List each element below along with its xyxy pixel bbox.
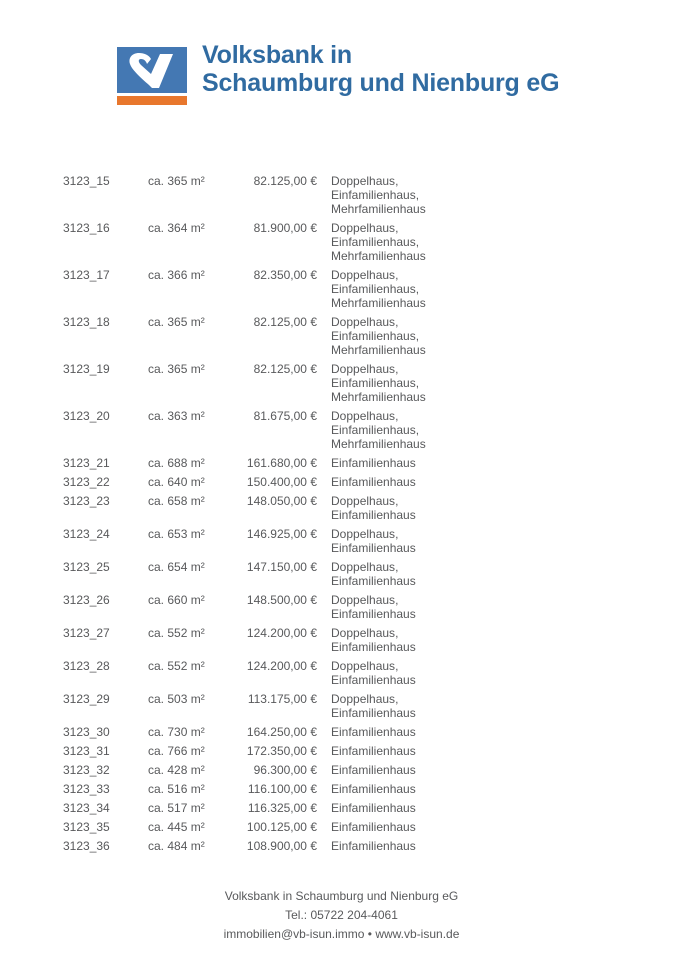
plot-area: ca. 445 m² (148, 820, 205, 834)
plot-area: ca. 688 m² (148, 456, 205, 470)
plot-price: 81.675,00 € (253, 409, 317, 423)
plot-house-types (331, 659, 623, 687)
plot-id: 3123_35 (63, 820, 110, 834)
table-row (63, 782, 623, 796)
plot-price: 82.350,00 € (253, 268, 317, 282)
table-row (63, 744, 623, 758)
plot-price: 124.200,00 € (246, 659, 317, 673)
plot-price: 172.350,00 € (246, 744, 317, 758)
plot-house-types (331, 527, 623, 555)
table-row (63, 626, 623, 654)
plot-price: 147.150,00 € (246, 560, 317, 574)
plot-id: 3123_20 (63, 409, 110, 423)
plot-id: 3123_16 (63, 221, 110, 235)
plot-id: 3123_36 (63, 839, 110, 853)
plot-area: ca. 766 m² (148, 744, 205, 758)
plot-house-types (331, 839, 623, 853)
plot-area: ca. 653 m² (148, 527, 205, 541)
table-row (63, 221, 623, 263)
plot-house-types (331, 820, 623, 834)
plot-house-types (331, 475, 623, 489)
house-type: Einfamilienhaus (331, 475, 416, 489)
plot-price: 96.300,00 € (253, 763, 317, 777)
footer-company: Volksbank in Schaumburg und Nienburg eG (224, 889, 459, 903)
plot-id: 3123_18 (63, 315, 110, 329)
table-row (63, 763, 623, 777)
table-row (63, 475, 623, 489)
plot-house-types (331, 456, 623, 470)
plot-house-types (331, 626, 623, 654)
plot-price: 81.900,00 € (253, 221, 317, 235)
plot-price: 150.400,00 € (246, 475, 317, 489)
plot-house-types (331, 221, 623, 263)
house-type: Mehrfamilienhaus (331, 249, 426, 263)
plot-area: ca. 658 m² (148, 494, 205, 508)
brand-title-line1: Volksbank in (202, 41, 352, 69)
table-row (63, 839, 623, 853)
plot-price: 124.200,00 € (246, 626, 317, 640)
house-type: Einfamilienhaus (331, 640, 416, 654)
house-type: Einfamilienhaus , (331, 376, 623, 390)
table-row (63, 527, 623, 555)
house-type: Doppelhaus , (331, 174, 623, 188)
plot-id: 3123_29 (63, 692, 110, 706)
table-row (63, 362, 623, 404)
plot-price: 148.500,00 € (246, 593, 317, 607)
plot-house-types (331, 782, 623, 796)
table-row (63, 659, 623, 687)
plot-id: 3123_33 (63, 782, 110, 796)
plot-price: 82.125,00 € (253, 362, 317, 376)
plot-price: 116.325,00 € (247, 801, 317, 815)
plot-id: 3123_26 (63, 593, 110, 607)
table-row (63, 820, 623, 834)
table-row (63, 315, 623, 357)
plot-area: ca. 365 m² (148, 315, 205, 329)
house-type: Einfamilienhaus , (331, 423, 623, 437)
plot-id: 3123_19 (63, 362, 110, 376)
plot-price: 148.050,00 € (246, 494, 317, 508)
table-row (63, 456, 623, 470)
plot-id: 3123_15 (63, 174, 110, 188)
plot-id: 3123_34 (63, 801, 110, 815)
house-type: Einfamilienhaus (331, 725, 416, 739)
plot-price: 164.250,00 € (246, 725, 317, 739)
volksbank-v-icon (117, 47, 187, 93)
house-type: Einfamilienhaus (331, 839, 416, 853)
plot-area: ca. 517 m² (148, 801, 205, 815)
house-type: Einfamilienhaus , (331, 188, 623, 202)
footer (0, 887, 683, 944)
plot-house-types (331, 494, 623, 522)
plot-house-types (331, 744, 623, 758)
plot-house-types (331, 725, 623, 739)
plot-house-types (331, 268, 623, 310)
plot-id: 3123_17 (63, 268, 110, 282)
plot-area: ca. 365 m² (148, 362, 205, 376)
table-row (63, 593, 623, 621)
plot-id: 3123_25 (63, 560, 110, 574)
house-type: Mehrfamilienhaus (331, 390, 426, 404)
plot-house-types (331, 362, 623, 404)
plot-house-types (331, 763, 623, 777)
table-row (63, 692, 623, 720)
house-type: Doppelhaus , (331, 409, 623, 423)
plot-area: ca. 552 m² (148, 659, 205, 673)
plot-house-types (331, 593, 623, 621)
plot-id: 3123_31 (63, 744, 110, 758)
plot-id: 3123_28 (63, 659, 110, 673)
plot-id: 3123_32 (63, 763, 110, 777)
plot-house-types (331, 174, 623, 216)
house-type: Mehrfamilienhaus (331, 296, 426, 310)
plot-price: 100.125,00 € (246, 820, 317, 834)
house-type: Mehrfamilienhaus (331, 343, 426, 357)
plot-area: ca. 428 m² (148, 763, 205, 777)
plot-house-types (331, 692, 623, 720)
house-type: Einfamilienhaus (331, 607, 416, 621)
header (0, 0, 683, 130)
footer-phone: Tel.: 05722 204-4061 (285, 908, 398, 922)
house-type: Doppelhaus , (331, 659, 623, 673)
plot-id: 3123_27 (63, 626, 110, 640)
plot-area: ca. 552 m² (148, 626, 205, 640)
house-type: Doppelhaus , (331, 494, 623, 508)
house-type: Einfamilienhaus (331, 574, 416, 588)
plot-area: ca. 654 m² (148, 560, 205, 574)
house-type: Doppelhaus , (331, 626, 623, 640)
house-type: Einfamilienhaus (331, 673, 416, 687)
plot-id: 3123_24 (63, 527, 110, 541)
house-type: Doppelhaus , (331, 221, 623, 235)
house-type: Mehrfamilienhaus (331, 202, 426, 216)
house-type: Doppelhaus , (331, 692, 623, 706)
plot-price: 116.100,00 € (247, 782, 317, 796)
house-type: Einfamilienhaus , (331, 282, 623, 296)
plot-price: 82.125,00 € (253, 315, 317, 329)
house-type: Doppelhaus , (331, 560, 623, 574)
house-type: Einfamilienhaus (331, 801, 416, 815)
house-type: Doppelhaus , (331, 593, 623, 607)
table-row (63, 560, 623, 588)
plot-house-types (331, 560, 623, 588)
house-type: Einfamilienhaus (331, 456, 416, 470)
table-row (63, 801, 623, 815)
table-row (63, 268, 623, 310)
plot-area: ca. 366 m² (148, 268, 205, 282)
plot-price: 146.925,00 € (246, 527, 317, 541)
house-type: Einfamilienhaus (331, 508, 416, 522)
house-type: Einfamilienhaus (331, 541, 416, 555)
plot-id: 3123_30 (63, 725, 110, 739)
plot-listings-table (63, 174, 623, 858)
plot-house-types (331, 315, 623, 357)
plot-id: 3123_23 (63, 494, 110, 508)
house-type: Doppelhaus , (331, 527, 623, 541)
house-type: Mehrfamilienhaus (331, 437, 426, 451)
plot-area: ca. 660 m² (148, 593, 205, 607)
plot-price: 113.175,00 € (247, 692, 317, 706)
plot-price: 108.900,00 € (246, 839, 317, 853)
plot-area: ca. 516 m² (148, 782, 205, 796)
house-type: Einfamilienhaus (331, 782, 416, 796)
plot-area: ca. 484 m² (148, 839, 205, 853)
plot-price: 161.680,00 € (246, 456, 317, 470)
volksbank-logo (117, 47, 187, 105)
table-row (63, 409, 623, 451)
brand-title-line2: Schaumburg und Nienburg eG (202, 69, 560, 97)
house-type: Einfamilienhaus (331, 744, 416, 758)
house-type: Einfamilienhaus (331, 820, 416, 834)
plot-area: ca. 640 m² (148, 475, 205, 489)
house-type: Doppelhaus , (331, 315, 623, 329)
table-row (63, 174, 623, 216)
plot-area: ca. 364 m² (148, 221, 205, 235)
brand-title (202, 41, 559, 97)
footer-contact: immobilien@vb-isun.immo • www.vb-isun.de (223, 927, 460, 941)
plot-area: ca. 365 m² (148, 174, 205, 188)
plot-area: ca. 730 m² (148, 725, 205, 739)
house-type: Doppelhaus , (331, 268, 623, 282)
house-type: Doppelhaus , (331, 362, 623, 376)
plot-area: ca. 503 m² (148, 692, 205, 706)
house-type: Einfamilienhaus (331, 763, 416, 777)
house-type: Einfamilienhaus , (331, 235, 623, 249)
plot-house-types (331, 409, 623, 451)
logo-orange-bar (117, 96, 187, 105)
plot-id: 3123_22 (63, 475, 110, 489)
table-row (63, 494, 623, 522)
plot-area: ca. 363 m² (148, 409, 205, 423)
table-row (63, 725, 623, 739)
plot-house-types (331, 801, 623, 815)
plot-id: 3123_21 (63, 456, 110, 470)
plot-price: 82.125,00 € (253, 174, 317, 188)
house-type: Einfamilienhaus (331, 706, 416, 720)
house-type: Einfamilienhaus , (331, 329, 623, 343)
